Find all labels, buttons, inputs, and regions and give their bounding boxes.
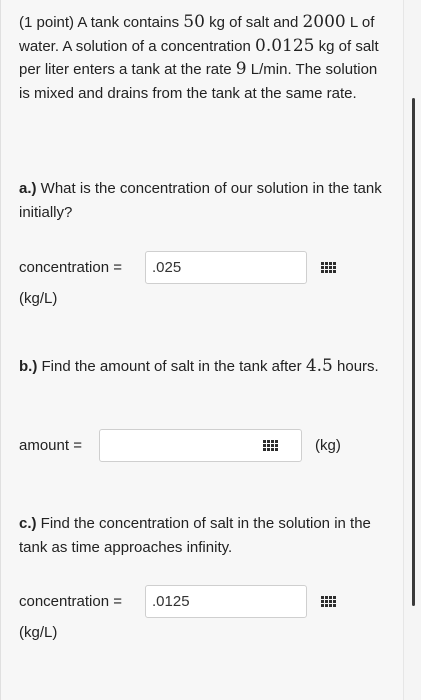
equation-editor-grid-icon[interactable] <box>321 596 336 607</box>
equation-editor-grid-icon[interactable] <box>321 262 336 273</box>
part-a-label: concentration = <box>19 259 122 276</box>
part-b-text: hours. <box>332 358 379 375</box>
part-a-tag: a.) <box>19 180 37 197</box>
part-b-question <box>19 355 391 379</box>
part-c-question <box>19 512 391 559</box>
part-c-text: Find the concentration of salt in the solution in the tank as time approaches infinity. <box>19 515 371 556</box>
intro-text: L of water. A solution of a concentration <box>19 14 375 55</box>
part-c-label: concentration = <box>19 593 122 610</box>
part-b-tag: b.) <box>19 358 38 375</box>
intro-text: (1 point) A tank contains <box>19 14 184 31</box>
flow-rate: 9 <box>235 59 247 79</box>
part-a-question <box>19 177 391 224</box>
part-c-unit: (kg/L) <box>19 624 58 641</box>
intro-text: kg of salt per liter enters a tank at the rate <box>19 37 379 78</box>
scrollbar[interactable] <box>412 98 415 606</box>
intro-text: kg of salt and <box>204 14 303 31</box>
part-b-hours: 4.5 <box>305 356 333 376</box>
equation-editor-grid-icon[interactable] <box>263 440 278 451</box>
part-a-answer-input[interactable]: .025 <box>145 251 307 284</box>
part-c-answer-input[interactable]: .0125 <box>145 585 307 618</box>
part-c-tag: c.) <box>19 515 37 532</box>
part-a-text: What is the concentration of our solution in the tank initially? <box>19 180 382 221</box>
part-b-text: Find the amount of salt in the tank after <box>37 358 306 375</box>
intro-text: L/min. The solution is mixed and drains from the tank at the same rate. <box>19 61 378 102</box>
water-amount: 2000 <box>302 12 346 32</box>
problem-statement <box>19 11 391 105</box>
part-b-unit: (kg) <box>315 437 341 454</box>
inflow-concentration: 0.0125 <box>255 35 315 56</box>
salt-amount: 50 <box>183 12 205 32</box>
part-a-unit: (kg/L) <box>19 290 58 307</box>
part-b-label: amount = <box>19 437 82 454</box>
